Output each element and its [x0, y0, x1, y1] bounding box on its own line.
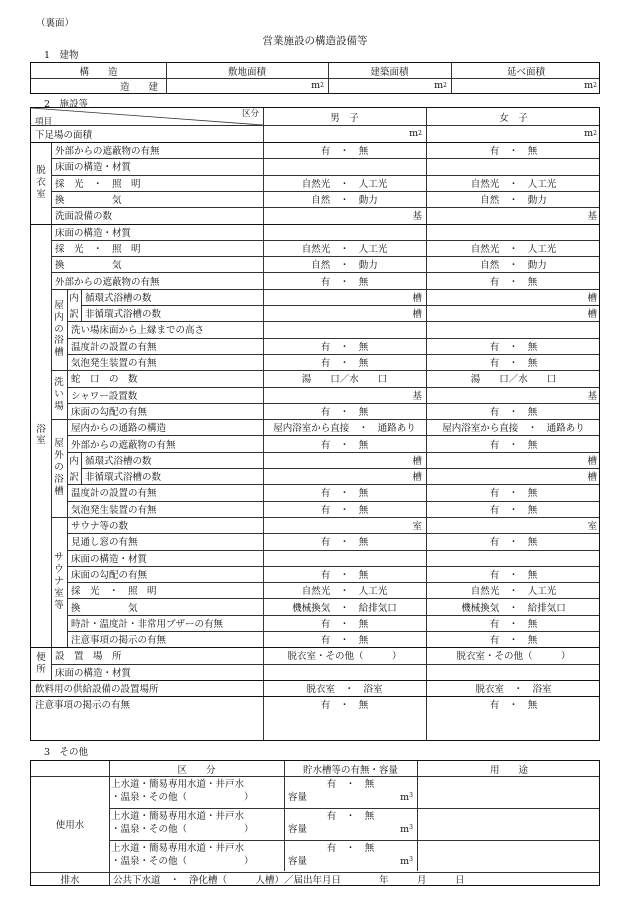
- female-value: 槽: [587, 292, 597, 304]
- row-label: 換 気: [71, 602, 138, 614]
- row-label: 飲料用の供給設備の設置場所: [35, 684, 159, 696]
- floor-area-unit: m 2: [584, 80, 597, 91]
- female-value: 有 ・ 無: [489, 146, 538, 158]
- female-value: 室: [587, 521, 597, 533]
- water-source-2: 上水道・簡易専用水道・井戸水 ・温泉・その他（ ）: [111, 811, 254, 835]
- group-dressing: 脱 衣 室: [36, 164, 46, 200]
- row-label: 屋内からの通路の構造: [71, 423, 167, 435]
- water-source-3: 上水道・簡易専用水道・井戸水 ・温泉・その他（ ）: [111, 843, 254, 867]
- row-label: 床面の構造・材質: [55, 667, 132, 679]
- female-value: 機械換気 ・ 給排気口: [461, 602, 566, 614]
- male-value: 自然 ・ 動力: [311, 260, 378, 272]
- female-value: 屋内浴室から直接 ・ 通路あり: [442, 423, 585, 435]
- female-value: 槽: [587, 455, 597, 467]
- male-value: [263, 321, 426, 337]
- female-value: [426, 158, 601, 174]
- male-value: 有 ・ 無: [320, 618, 369, 630]
- male-value: 自然光 ・ 人工光: [301, 178, 388, 190]
- water-source-1: 上水道・簡易専用水道・井戸水 ・温泉・その他（ ）: [111, 779, 254, 803]
- water-use-label: 使用水: [55, 820, 85, 831]
- building-table: [30, 62, 600, 94]
- tank-header: 貯水槽等の有無・容量: [302, 764, 398, 776]
- female-value: 有 ・ 無: [489, 276, 538, 288]
- wake-label: 訳: [69, 309, 79, 321]
- tank-3: 有 ・ 無 容量 $m^3$: [288, 843, 413, 867]
- female-value: 槽: [587, 309, 597, 321]
- row-label: 注意事項の掲示の有無: [71, 635, 167, 647]
- male-value: 有 ・ 無: [320, 504, 369, 516]
- row-label: 気泡発生装置の有無: [71, 358, 157, 370]
- site-area-unit: m 2: [311, 80, 324, 91]
- structure-header: 構 造: [79, 66, 118, 78]
- back-side-label: （裏面）: [36, 18, 75, 29]
- female-value: 有 ・ 無: [489, 504, 538, 516]
- female-value: 基: [587, 390, 597, 402]
- female-value: 自然光 ・ 人工光: [470, 178, 557, 190]
- uchi-label: 内: [69, 455, 79, 467]
- row-label: 蛇 口 の 数: [71, 374, 138, 386]
- male-value: 槽: [412, 472, 422, 484]
- male-value: 湯 口／水 口: [301, 374, 388, 386]
- male-value: 脱衣室 ・ 浴室: [306, 684, 383, 696]
- group-outdoor: 屋 外 の 浴 槽: [54, 438, 64, 497]
- row-label: 注意事項の掲示の有無: [35, 700, 131, 712]
- row-label: 床面の勾配の有無: [71, 569, 148, 581]
- row-label: 採 光 ・ 照 明: [55, 178, 141, 190]
- row-label: 外部からの遮蔽物の有無: [71, 439, 176, 451]
- kubun-label: 区分: [241, 109, 259, 119]
- row-label: 気泡発生装置の有無: [71, 504, 157, 516]
- other-table: [30, 760, 600, 886]
- row-label: 採 光 ・ 照 明: [55, 243, 141, 255]
- drainage-text: 公共下水道 ・ 浄化槽（ 人槽）／届出年月日 年 月 日: [113, 874, 465, 886]
- female-value: 有 ・ 無: [489, 341, 538, 353]
- female-value: 湯 口／水 口: [470, 374, 557, 386]
- row-label: 温度計の設置の有無: [71, 341, 157, 353]
- female-value: 有 ・ 無: [489, 488, 538, 500]
- female-value: 自然光 ・ 人工光: [470, 243, 557, 255]
- koumoku-label: 項目: [35, 116, 53, 127]
- female-value: 脱衣室・その他（ ）: [456, 651, 571, 663]
- female-value: [426, 550, 601, 566]
- group-sauna: サ ウ ナ 室 等: [54, 552, 64, 611]
- male-value: 有 ・ 無: [320, 358, 369, 370]
- male-value: 槽: [412, 455, 422, 467]
- male-value: 有 ・ 無: [320, 439, 369, 451]
- male-value: 有 ・ 無: [320, 406, 369, 418]
- section-2-heading: 2 施設等: [44, 99, 89, 110]
- floor-area-header: 延べ面積: [506, 66, 545, 78]
- row-label: 外部からの遮蔽物の有無: [55, 146, 160, 158]
- male-value: 有 ・ 無: [320, 276, 369, 288]
- female-value: 脱衣室 ・ 浴室: [475, 684, 552, 696]
- female-value: 有 ・ 無: [489, 358, 538, 370]
- male-value: [263, 664, 426, 680]
- female-value: [426, 664, 601, 680]
- uchi-label: 内: [69, 292, 79, 304]
- wake-label: 訳: [69, 472, 79, 484]
- male-value: 槽: [412, 292, 422, 304]
- male-value: 自然光 ・ 人工光: [301, 586, 388, 598]
- drainage-label: 排水: [60, 874, 80, 886]
- female-value: 有 ・ 無: [489, 406, 538, 418]
- row-label: 洗面設備の数: [55, 211, 113, 223]
- shoe-area-label: 下足場の面積: [35, 129, 93, 141]
- row-label: 床面の構造・材質: [55, 162, 132, 174]
- row-label: 非循環式浴槽の数: [85, 309, 162, 321]
- female-value: [426, 224, 601, 240]
- female-header: 女 子: [499, 112, 528, 124]
- group-indoor: 屋 内 の 浴 槽: [54, 299, 64, 359]
- male-value: [263, 224, 426, 240]
- shoe-area-female: m 2: [584, 128, 597, 139]
- building-area-header: 建築面積: [370, 66, 409, 78]
- row-label: 設 置 場 所: [55, 651, 122, 663]
- male-value: 自然 ・ 動力: [311, 195, 378, 207]
- male-value: [263, 550, 426, 566]
- shoe-area-male: m 2: [409, 128, 422, 139]
- male-value: 室: [412, 521, 422, 533]
- female-value: 有 ・ 無: [489, 618, 538, 630]
- row-label: 外部からの遮蔽物の有無: [55, 276, 160, 288]
- group-wash: 洗 い 場: [54, 376, 64, 412]
- row-label: サウナ等の数: [71, 521, 129, 533]
- male-value: 屋内浴室から直接 ・ 通路あり: [273, 423, 416, 435]
- row-label: 床面の構造・材質: [71, 553, 148, 565]
- building-area-unit: m 2: [434, 80, 447, 91]
- row-label: 見通し窓の有無: [71, 537, 138, 549]
- tank-1: 有 ・ 無 容量 $m^3$: [288, 779, 413, 803]
- female-value: 有 ・ 無: [489, 537, 538, 549]
- male-value: 脱衣室・その他（ ）: [287, 651, 402, 663]
- female-value: 自然 ・ 動力: [480, 260, 547, 272]
- male-value: 自然光 ・ 人工光: [301, 243, 388, 255]
- female-value: [426, 321, 601, 337]
- female-value: 有 ・ 無: [489, 439, 538, 451]
- female-value: 基: [587, 211, 597, 223]
- male-value: 有 ・ 無: [320, 569, 369, 581]
- male-value: 有 ・ 無: [320, 537, 369, 549]
- male-value: 基: [412, 390, 422, 402]
- row-label: 換 気: [55, 195, 122, 207]
- male-value: 槽: [412, 309, 422, 321]
- row-label: 循環式浴槽の数: [85, 455, 152, 467]
- female-value: 槽: [587, 472, 597, 484]
- page-title: 営業施設の構造設備等: [262, 35, 368, 47]
- row-label: 循環式浴槽の数: [85, 292, 152, 304]
- male-value: 有 ・ 無: [320, 488, 369, 500]
- row-label: 床面の勾配の有無: [71, 406, 148, 418]
- row-label: 洗い場床面から上縁までの高さ: [71, 325, 205, 337]
- female-value: 自然 ・ 動力: [480, 195, 547, 207]
- female-value: 自然光 ・ 人工光: [470, 586, 557, 598]
- row-label: 床面の構造・材質: [55, 227, 132, 239]
- group-toilet: 便 所: [36, 651, 46, 675]
- row-label: 温度計の設置の有無: [71, 488, 157, 500]
- female-value: 有 ・ 無: [489, 635, 538, 647]
- row-label: 非循環式浴槽の数: [85, 472, 162, 484]
- female-value: 有 ・ 無: [489, 700, 538, 712]
- row-label: 採 光 ・ 照 明: [71, 586, 157, 598]
- male-header: 男 子: [330, 112, 359, 124]
- site-area-header: 敷地面積: [227, 66, 266, 78]
- male-value: 有 ・ 無: [320, 146, 369, 158]
- use-header: 用 途: [489, 764, 528, 776]
- section-1-heading: 1 建物: [44, 50, 79, 61]
- male-value: 有 ・ 無: [320, 341, 369, 353]
- female-value: 有 ・ 無: [489, 569, 538, 581]
- row-label: シャワー設置数: [71, 390, 138, 402]
- group-bath: 浴 室: [36, 423, 46, 447]
- section-3-heading: 3 その他: [44, 747, 89, 758]
- male-value: [263, 158, 426, 174]
- structure-value: 造 建: [119, 81, 158, 93]
- tank-2: 有 ・ 無 容量 $m^3$: [288, 811, 413, 835]
- row-label: 換 気: [55, 260, 122, 272]
- row-label: 時計・温度計・非常用ブザーの有無: [71, 618, 224, 630]
- male-value: 有 ・ 無: [320, 635, 369, 647]
- male-value: 機械換気 ・ 給排気口: [292, 602, 397, 614]
- facility-table: [30, 107, 600, 741]
- male-value: 基: [412, 211, 422, 223]
- male-value: 有 ・ 無: [320, 700, 369, 712]
- kubun-header: 区 分: [177, 764, 216, 776]
